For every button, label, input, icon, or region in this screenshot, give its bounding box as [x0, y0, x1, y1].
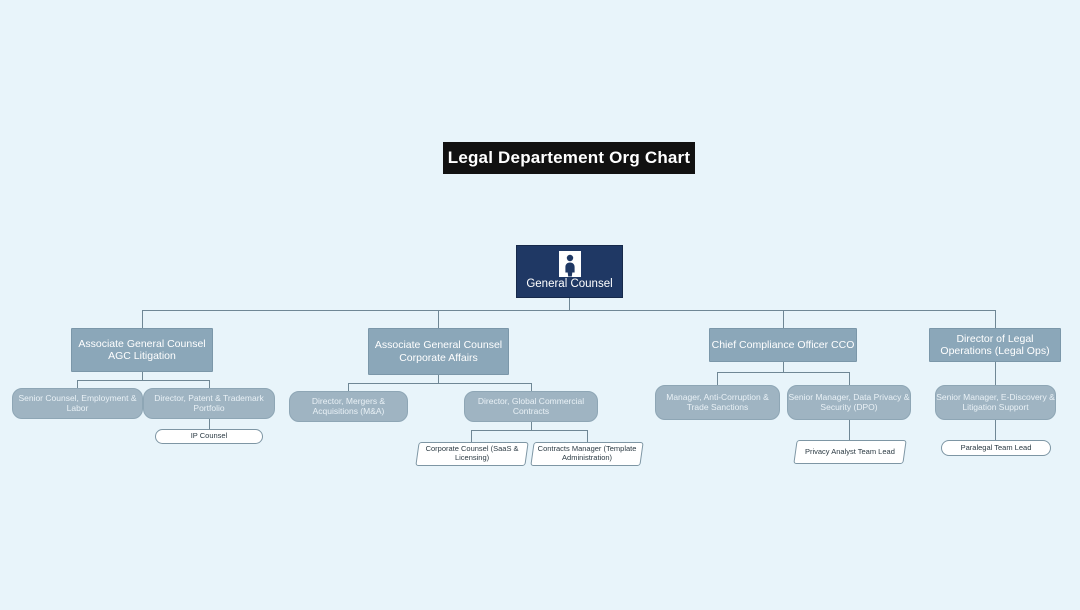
org-node-label: Senior Manager, E-Discovery & Litigation Support: [936, 391, 1055, 412]
org-node-ip-counsel[interactable]: [155, 429, 263, 444]
org-node-label: Senior Manager, Data Privacy & Security (DPO): [788, 391, 910, 412]
org-node-label: General Counsel: [526, 277, 613, 290]
org-node-label: Associate General Counsel AGC Litigation: [78, 337, 206, 362]
connector-drop-paralegal-lead: [995, 420, 996, 440]
connector-drop-cco: [783, 310, 784, 328]
org-node-label: IP Counsel: [190, 431, 228, 441]
org-node-label: Manager, Anti-Corruption & Trade Sanctions: [666, 391, 769, 412]
page-title: Legal Departement Org Chart: [443, 142, 695, 174]
org-node-label: Director, Global Commercial Contracts: [477, 395, 585, 416]
connector-stem-agc-corp: [438, 375, 439, 383]
connector-drop-sm-privacy: [849, 372, 850, 385]
connector-drop-agc-lit: [142, 310, 143, 328]
org-node-chief-compliance-officer[interactable]: [709, 328, 857, 362]
connector-root-stem: [569, 298, 570, 310]
org-node-label: Senior Counsel, Employment & Labor: [18, 392, 137, 413]
org-node-label: Chief Compliance Officer CCO: [711, 338, 855, 351]
org-node-label: Associate General Counsel Corporate Affairs: [374, 339, 503, 364]
connector-drop-dlo: [995, 310, 996, 328]
org-node-label: Director, Mergers & Acquisitions (M&A): [311, 395, 386, 416]
org-node-director-patent-trademark[interactable]: [143, 388, 275, 419]
connector-drop-dir-patent: [209, 380, 210, 388]
connector-bus-agc-lit: [77, 380, 209, 381]
org-node-director-mergers-acquisitions[interactable]: [289, 391, 408, 422]
org-node-label: Paralegal Team Lead: [960, 442, 1032, 452]
connector-bus-agc-corp: [348, 383, 531, 384]
connector-drop-contracts-mgr: [587, 430, 588, 442]
org-node-paralegal-team-lead[interactable]: [941, 440, 1051, 456]
org-node-label: Director of Legal Operations (Legal Ops): [940, 332, 1050, 357]
org-node-senior-counsel-employment-labor[interactable]: [12, 388, 143, 419]
org-node-senior-manager-ediscovery-litigation-support[interactable]: [935, 385, 1056, 420]
connector-bus-cco: [717, 372, 849, 373]
connector-stem-cco: [783, 362, 784, 372]
connector-drop-mgr-anti: [717, 372, 718, 385]
person-icon: [559, 251, 581, 277]
org-node-senior-manager-data-privacy-security[interactable]: [787, 385, 911, 420]
connector-drop-corp-counsel: [471, 430, 472, 442]
org-node-agc-litigation[interactable]: [71, 328, 213, 372]
connector-stem-agc-lit: [142, 372, 143, 380]
org-node-corporate-counsel-saas-licensing[interactable]: [415, 442, 528, 466]
connector-stem-dir-gcc: [531, 422, 532, 430]
connector-bus-dir-gcc: [471, 430, 587, 431]
org-node-label: Director, Patent & Trademark Portfolio: [154, 392, 264, 413]
org-node-label: Privacy Analyst Team Lead: [805, 446, 895, 456]
connector-drop-sc-emp: [77, 380, 78, 388]
connector-drop-dir-ma: [348, 383, 349, 391]
org-node-privacy-analyst-team-lead[interactable]: [793, 440, 906, 464]
connector-drop-dir-gcc: [531, 383, 532, 391]
org-node-director-global-commercial-contracts[interactable]: [464, 391, 598, 422]
connector-level2-bus: [142, 310, 995, 311]
org-node-general-counsel[interactable]: [516, 245, 623, 298]
connector-drop-priv-analyst: [849, 420, 850, 440]
org-node-label: Contracts Manager (Template Administration): [537, 444, 637, 462]
connector-drop-ip-counsel: [209, 419, 210, 429]
org-node-agc-corporate-affairs[interactable]: [368, 328, 509, 375]
connector-drop-agc-corp: [438, 310, 439, 328]
org-node-manager-anti-corruption-trade-sanctions[interactable]: [655, 385, 780, 420]
org-node-director-legal-operations[interactable]: [929, 328, 1061, 362]
org-node-contracts-manager-template-administration[interactable]: [530, 442, 643, 466]
org-node-label: Corporate Counsel (SaaS & Licensing): [425, 444, 519, 462]
connector-stem-dlo: [995, 362, 996, 385]
